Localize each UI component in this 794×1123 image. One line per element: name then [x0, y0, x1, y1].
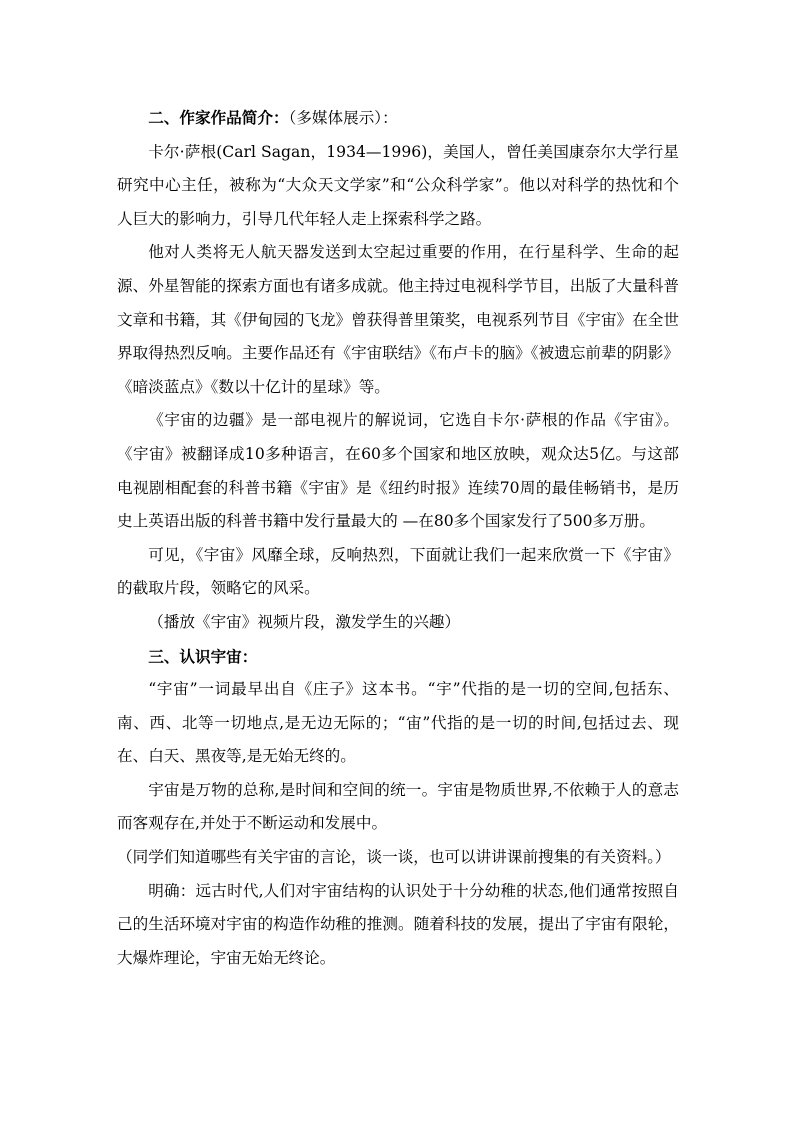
paragraph-work-intro: 《宇宙的边疆》是一部电视片的解说词，它选自卡尔·萨根的作品《宇宙》。《宇宙》被翻译成10多种语言，在60多个国家和地区放映，观众达5亿。与这部电视剧相配套的科普书籍《宇宙》是《纽约时报》连续70周的最佳畅销书，是历史上英语出版的科普书籍中发行量最大的 —在80多个国家发行了500多万册。 [117, 411, 679, 531]
paragraph-discussion-prompt: （同学们知道哪些有关宇宙的言论，谈一谈，也可以讲讲课前搜集的有关资料。） [117, 848, 671, 867]
paragraph-video-note: （播放《宇宙》视频片段，激发学生的兴趣） [148, 612, 461, 631]
paragraph-clarification: 明确：远古时代,人们对宇宙结构的认识处于十分幼稚的状态,他们通常按照自己的生活环境对宇宙的构造作幼稚的推测。随着科技的发展，提出了宇宙有限轮，大爆炸理论，宇宙无始无终论。 [117, 881, 679, 967]
section-heading-title: 二、作家作品简介： [148, 108, 289, 127]
document-body [117, 101, 679, 975]
paragraph-universe-origin: “宇宙”一词最早出自《庄子》这本书。“宇”代指的是一切的空间,包括东、南、西、北等一切地点,是无边无际的；“宙”代指的是一切的时间,包括过去、现在、白天、黑夜等,是无始无终的。 [117, 680, 679, 766]
paragraph-transition: 可见，《宇宙》风靡全球，反响热烈，下面就让我们一起来欣赏一下《宇宙》的截取片段，领略它的风采。 [117, 545, 679, 598]
section-heading-note: （多媒体展示）： [288, 109, 398, 127]
section-heading-author-intro [117, 101, 679, 136]
paragraph-author-bio: 卡尔·萨根(Carl Sagan，1934—1996)，美国人，曾任美国康奈尔大学行星研究中心主任，被称为“大众天文学家”和“公众科学家”。他以对科学的热忱和个人巨大的影响力，引导几代年轻人走上探索科学之路。 [117, 142, 679, 228]
paragraph-universe-definition: 宇宙是万物的总称,是时间和空间的统一。宇宙是物质世界,不依赖于人的意志而客观存在,并处于不断运动和发展中。 [117, 780, 679, 833]
paragraph-author-achievements: 他对人类将无人航天器发送到太空起过重要的作用，在行星科学、生命的起源、外星智能的探索方面也有诸多成就。他主持过电视科学节目，出版了大量科普文章和书籍，其《伊甸园的飞龙》曾获得普里策奖，电视系列节目《宇宙》在全世界取得热烈反响。主要作品还有《宇宙联结》《布卢卡的脑》《被遗忘前辈的阴影》《暗淡蓝点》《数以十亿计的星球》等。 [117, 243, 679, 396]
section-heading-universe: 三、认识宇宙： [148, 646, 258, 666]
